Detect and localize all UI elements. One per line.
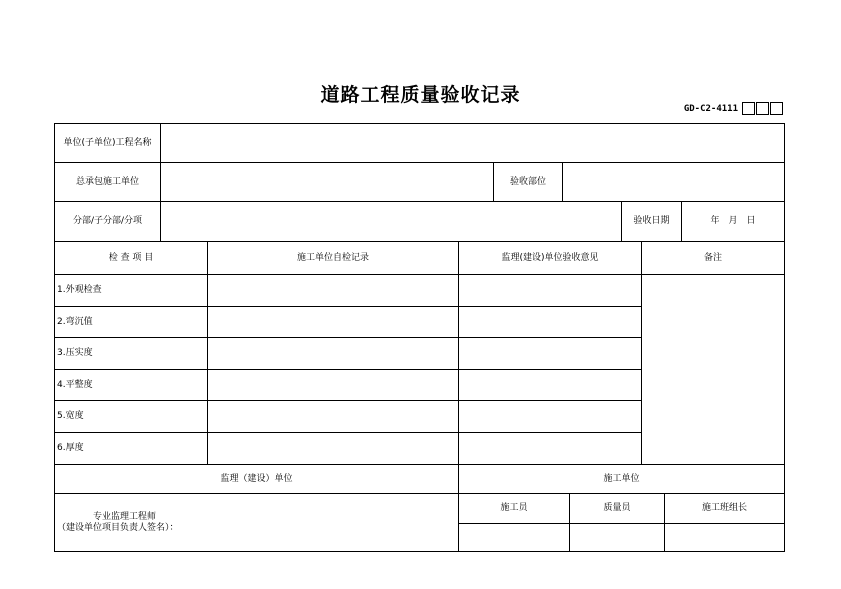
acceptance-date-field[interactable]: 年 月 日 <box>681 201 785 242</box>
division-label: 分部/子分部/分项 <box>54 201 161 242</box>
team-leader-signature-field[interactable] <box>664 523 785 552</box>
worker-label: 施工员 <box>458 493 570 524</box>
quality-label: 质量员 <box>569 493 665 524</box>
engineer-sub-label: （建设单位项目负责人签名）： <box>57 522 179 533</box>
item-row-label: 5.宽度 <box>54 400 208 433</box>
engineer-label: 专业监理工程师 <box>93 511 157 522</box>
acceptance-part-label: 验收部位 <box>493 162 563 202</box>
contractor-field[interactable] <box>160 162 494 202</box>
self-check-header: 施工单位自检记录 <box>207 241 459 275</box>
unit-name-label: 单位(子单位)工程名称 <box>54 123 161 163</box>
remarks-header: 备注 <box>641 241 785 275</box>
item-row-label: 2.弯沉值 <box>54 306 208 338</box>
unit-name-field[interactable] <box>160 123 785 163</box>
self-check-cell[interactable] <box>207 337 459 370</box>
supervision-cell[interactable] <box>458 337 642 370</box>
supervision-header: 监理(建设)单位验收意见 <box>458 241 642 275</box>
supervision-cell[interactable] <box>458 274 642 307</box>
items-header: 检 查 项 目 <box>54 241 208 275</box>
construction-unit-label: 施工单位 <box>458 464 785 494</box>
contractor-label: 总承包施工单位 <box>54 162 161 202</box>
item-row-label: 4.平整度 <box>54 369 208 401</box>
quality-signature-field[interactable] <box>569 523 665 552</box>
document-title: 道路工程质量验收记录 <box>320 84 521 106</box>
form-code: GD-C2-4111 <box>683 103 738 114</box>
acceptance-part-field[interactable] <box>562 162 785 202</box>
self-check-cell[interactable] <box>207 306 459 338</box>
self-check-cell[interactable] <box>207 369 459 401</box>
item-row-label: 3.压实度 <box>54 337 208 370</box>
serial-box-1[interactable] <box>742 102 755 115</box>
engineer-signature-area[interactable] <box>54 493 459 552</box>
serial-box-2[interactable] <box>756 102 769 115</box>
remarks-cell[interactable] <box>641 274 785 465</box>
supervision-cell[interactable] <box>458 432 642 465</box>
team-leader-label: 施工班组长 <box>664 493 785 524</box>
supervision-cell[interactable] <box>458 306 642 338</box>
supervision-cell[interactable] <box>458 369 642 401</box>
form-code-row <box>684 102 783 115</box>
acceptance-date-label: 验收日期 <box>621 201 682 242</box>
self-check-cell[interactable] <box>207 432 459 465</box>
serial-box-3[interactable] <box>770 102 783 115</box>
record-table <box>54 123 785 552</box>
supervision-unit-label: 监理（建设）单位 <box>54 464 459 494</box>
supervision-cell[interactable] <box>458 400 642 433</box>
self-check-cell[interactable] <box>207 400 459 433</box>
division-field[interactable] <box>160 201 622 242</box>
item-row-label: 6.厚度 <box>54 432 208 465</box>
worker-signature-field[interactable] <box>458 523 570 552</box>
item-row-label: 1.外观检查 <box>54 274 208 307</box>
self-check-cell[interactable] <box>207 274 459 307</box>
